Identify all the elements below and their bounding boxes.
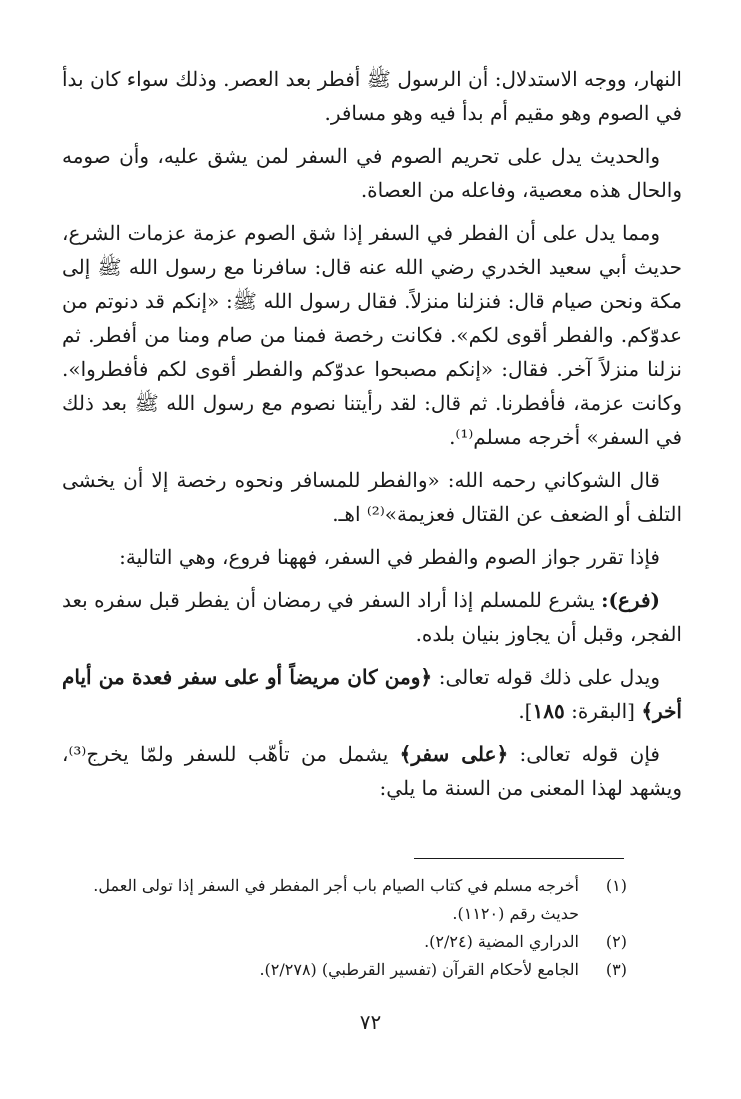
paragraph-last xyxy=(62,737,682,805)
far-text: يشرع للمسلم إذا أراد السفر في رمضان أن يفطر قبل سفره بعد الفجر، وقبل أن يجاوز بنيان بلده. xyxy=(62,588,682,646)
last-text: يشمل من تأهّب للسفر ولمّا يخرج⁽³⁾، ويشهد لهذا المعنى من السنة ما يلي: xyxy=(62,742,682,800)
paragraph-5: فإذا تقرر جواز الصوم والفطر في السفر، فههنا فروع، وهي التالية: xyxy=(119,545,660,569)
footnote-1 xyxy=(72,872,627,928)
paragraph-3: ومما يدل على أن الفطر في السفر إذا شق الصوم عزمة عزمات الشرع، حديث أبي سعيد الخدري رضي الله عنه قال: سافرنا مع رسول الله ﷺ إلى مكة ونحن صيام قال: فنزلنا منزلاً. فقال رسول الله ﷺ: «إنكم قد دنوتم من عدوّكم. والفطر أقوى لكم». فكانت رخصة فمنا من صام ومنا من أفطر. ثم نزلنا منزلاً آخر. فقال: «إنكم مصبحوا عدوّكم والفطر أقوى لكم فأفطروا». وكانت عزمة، فأفطرنا. ثم قال: لقد رأيتنا نصوم مع رسول الله ﷺ بعد ذلك في السفر» أخرجه مسلم⁽¹⁾. xyxy=(62,221,682,449)
page-number: ٧٢ xyxy=(359,1010,382,1034)
last-intro: فإن قوله تعالى: xyxy=(508,742,660,766)
far-label: (فرع): xyxy=(601,588,660,612)
evidence-ref: [البقرة: xyxy=(564,699,642,723)
footnote-number: (١) xyxy=(605,876,627,895)
footnote-text: أخرجه مسلم في كتاب الصيام باب أجر المفطر في السفر إذا تولى العمل. حديث رقم (١١٢٠). xyxy=(93,876,579,923)
paragraph-4: قال الشوكاني رحمه الله: «والفطر للمسافر ونحوه رخصة إلا أن يخشى التلف أو الضعف عن القتال فعزيمة»⁽²⁾ اهـ. xyxy=(62,468,682,526)
footnotes xyxy=(72,872,627,984)
evidence-ref-end: ]. xyxy=(518,699,533,723)
footnote-2 xyxy=(72,928,627,956)
evidence-verse: ﴿ومن كان مريضاً أو على سفر فعدة من أيام أخر﴾ xyxy=(62,665,682,723)
footnote-3 xyxy=(72,956,627,984)
footnote-number: (٢) xyxy=(605,932,627,951)
footnote-number: (٣) xyxy=(605,960,627,979)
main-text xyxy=(62,62,682,814)
evidence-intro: ويدل على ذلك قوله تعالى: xyxy=(432,665,660,689)
paragraph-2: والحديث يدل على تحريم الصوم في السفر لمن يشق عليه، وأن صومه والحال هذه معصية، وفاعله من العصاة. xyxy=(62,144,682,202)
last-verse: ﴿على سفر﴾ xyxy=(399,742,509,766)
footnote-text: الدراري المضية (٢/٢٤). xyxy=(424,932,579,951)
paragraph-1: النهار، ووجه الاستدلال: أن الرسول ﷺ أفطر بعد العصر. وذلك سواء كان بدأ في الصوم وهو مقيم أم بدأ فيه وهو مسافر. xyxy=(62,67,682,125)
paragraph-far xyxy=(62,583,682,651)
footnote-divider xyxy=(414,858,624,859)
evidence-ref-number: ١٨٥ xyxy=(532,699,565,723)
paragraph-evidence xyxy=(62,660,682,728)
footnote-text: الجامع لأحكام القرآن (تفسير القرطبي) (٢/٢٧٨). xyxy=(259,960,579,979)
